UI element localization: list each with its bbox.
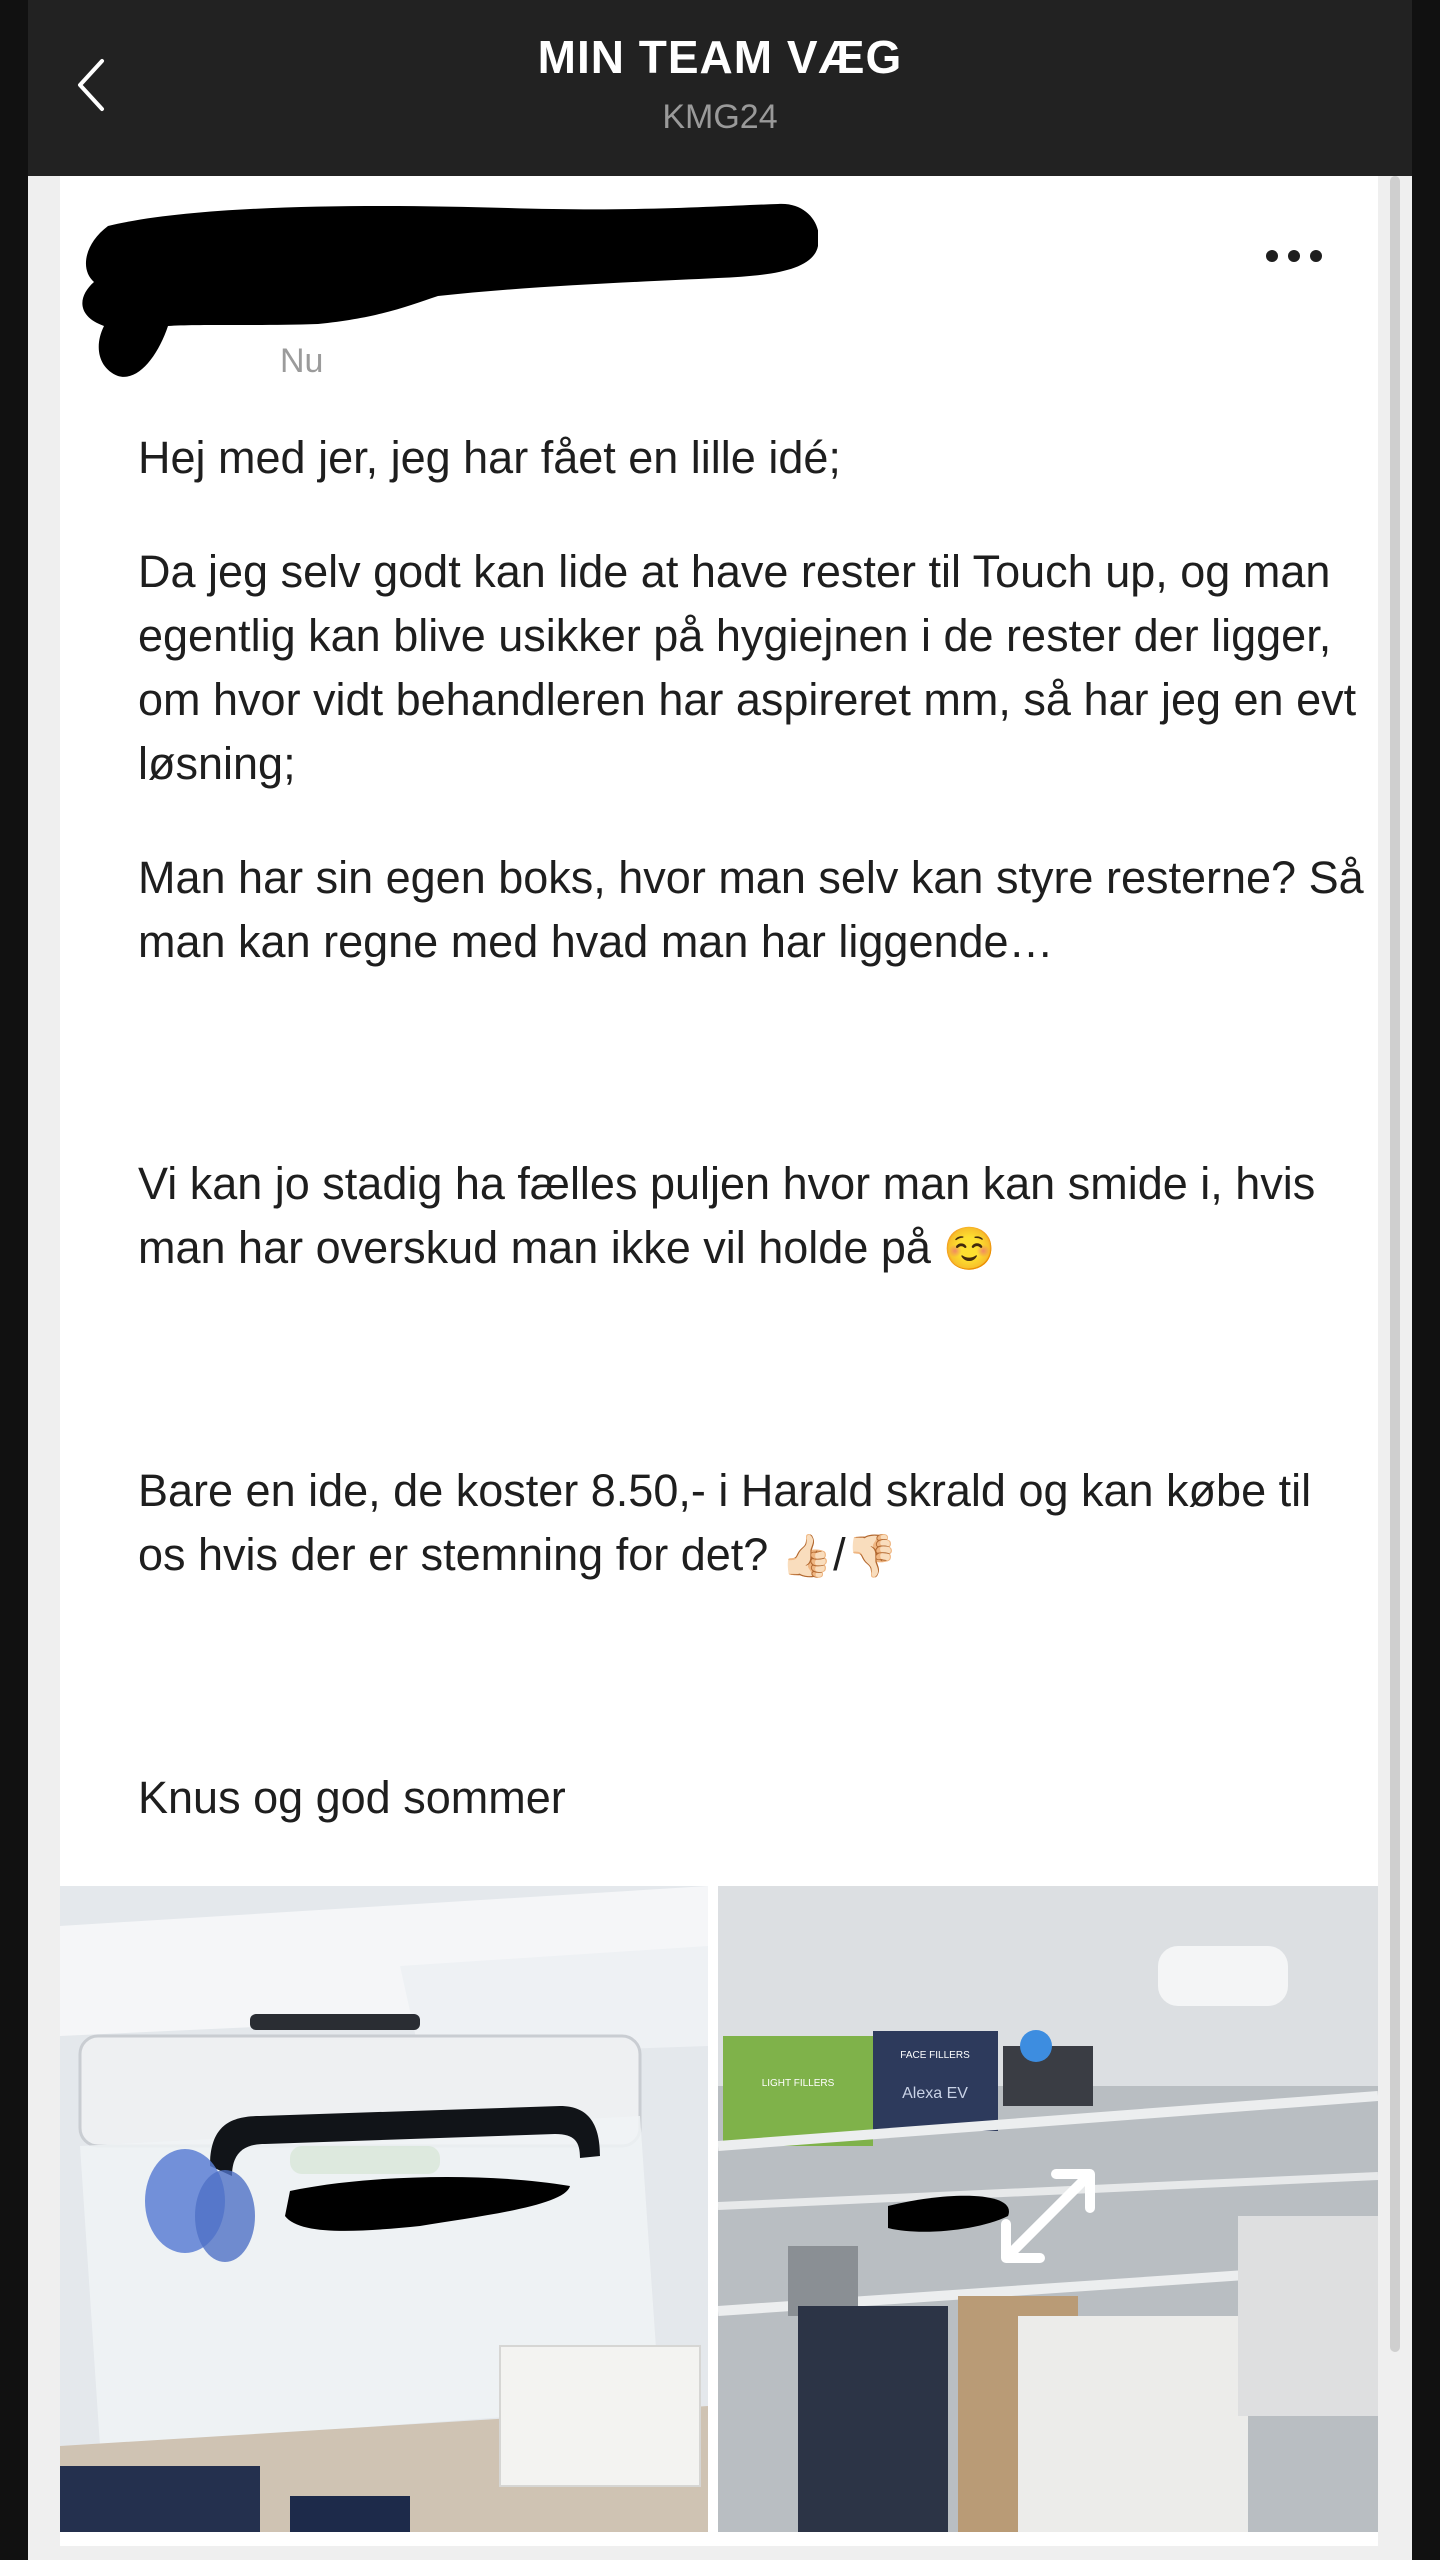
smile-emoji-icon: ☺️: [943, 1224, 996, 1273]
top-bar: [28, 0, 1412, 176]
more-horizontal-icon: [1264, 249, 1324, 263]
box-label-light-fillers: LIGHT FILLERS: [761, 2078, 835, 2089]
box-label-alexa: Alexa EV: [902, 2085, 968, 2102]
post-timestamp: Nu: [280, 342, 324, 380]
post-body: [138, 426, 1368, 1830]
post-paragraph-5-text: Bare en ide, de koster 8.50,- i Harald skrald og kan købe til os hvis der er stemning for det?: [138, 1465, 1312, 1580]
storage-box-illustration: [60, 1886, 708, 2532]
post-paragraph-4: [138, 1152, 1368, 1281]
expand-icon[interactable]: [988, 2156, 1108, 2276]
thumbs-up-emoji-icon: 👍🏻: [780, 1531, 834, 1580]
more-options-button[interactable]: [1258, 236, 1330, 276]
post-paragraph-5: [138, 1459, 1368, 1588]
photo-gallery: [60, 1886, 1378, 2532]
page-subtitle: KMG24: [662, 98, 778, 136]
post-paragraph-3: Man har sin egen boks, hvor man selv kan styre resterne? Så man kan regne med hvad man har liggende…: [138, 852, 1364, 967]
page-title: MIN TEAM VÆG: [537, 31, 903, 83]
post-paragraph-1: Hej med jer, jeg har fået en lille idé;: [138, 432, 841, 483]
app-screen: [28, 0, 1412, 2560]
scrollbar[interactable]: [1390, 176, 1400, 2352]
post-card: [60, 176, 1378, 2546]
post-paragraph-6: Knus og god sommer: [138, 1772, 566, 1823]
post-paragraph-2: Da jeg selv godt kan lide at have rester til Touch up, og man egentlig kan blive usikker på hygiejnen i de rester der ligger, om hvor vidt behandleren har aspireret mm, så har jeg en evt løsning;: [138, 546, 1357, 789]
post-paragraph-4-text: Vi kan jo stadig ha fælles puljen hvor man kan smide i, hvis man har overskud man ikke vil holde på: [138, 1158, 1316, 1273]
photo-fridge[interactable]: [718, 1886, 1378, 2532]
box-label-face-fillers: FACE FILLERS: [900, 2050, 970, 2061]
photo-storage-box[interactable]: [60, 1886, 708, 2532]
redacted-author: [78, 186, 818, 386]
thumbs-down-emoji-icon: 👎🏻: [845, 1531, 898, 1580]
vote-separator: /: [833, 1529, 846, 1580]
